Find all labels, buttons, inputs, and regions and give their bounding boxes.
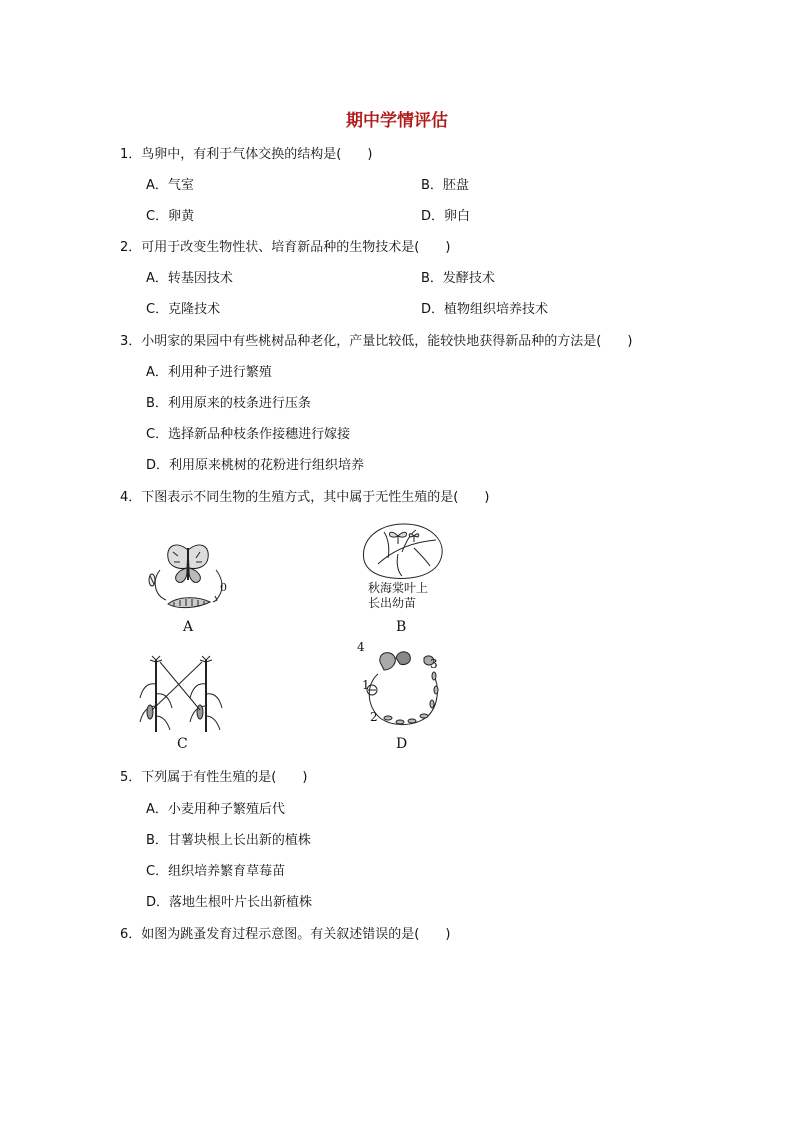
- question-3-stem: 3．小明家的果园中有些桃树品种老化，产量比较低，能较快地获得新品种的方法是( ): [120, 334, 633, 349]
- question-2-option-b: B．发酵技术: [421, 271, 495, 286]
- question-3-option-c: C．选择新品种枝条作接穗进行嫁接: [146, 427, 351, 442]
- question-5-option-c: C．组织培养繁育草莓苗: [146, 864, 286, 879]
- corn-plant-right-icon: [190, 656, 222, 732]
- cycle-arrow-left: [155, 570, 166, 600]
- figure-a-stage-number: 0: [220, 581, 227, 594]
- corn-pollination-figure: [136, 654, 226, 734]
- question-2-option-c: C．克隆技术: [146, 302, 221, 317]
- tadpole-icons: [384, 672, 438, 724]
- figure-d-stage-3: 3: [430, 657, 438, 671]
- question-6-stem: 6．如图为跳蚤发育过程示意图。有关叙述错误的是( ): [120, 927, 451, 942]
- figure-d-stage-2: 2: [370, 710, 378, 724]
- butterfly-life-cycle-figure: [138, 540, 238, 615]
- figure-c-label: C: [177, 736, 188, 752]
- question-1-option-d: D．卵白: [421, 209, 471, 224]
- question-2-option-a: A．转基因技术: [146, 271, 233, 286]
- figure-b-caption-line2: 长出幼苗: [368, 596, 417, 610]
- egg-icon: [149, 574, 155, 586]
- page-title: 期中学情评估: [346, 111, 448, 131]
- question-1-option-c: C．卵黄: [146, 209, 195, 224]
- question-2-option-d: D．植物组织培养技术: [421, 302, 549, 317]
- frog-adult-icon: [380, 652, 411, 670]
- seedling-icon: [389, 532, 418, 544]
- corn-plant-left-icon: [140, 656, 172, 732]
- question-3-option-a: A．利用种子进行繁殖: [146, 365, 272, 380]
- figure-a-label: A: [183, 619, 194, 635]
- question-5-option-d: D．落地生根叶片长出新植株: [146, 895, 313, 910]
- caterpillar-icon: [168, 598, 210, 608]
- question-5-option-a: A．小麦用种子繁殖后代: [146, 802, 285, 817]
- question-1-option-b: B．胚盘: [421, 178, 469, 193]
- begonia-leaf-figure: [358, 520, 448, 582]
- question-1-stem: 1．鸟卵中，有利于气体交换的结构是( ): [120, 147, 373, 162]
- question-5-stem: 5．下列属于有性生殖的是( ): [120, 770, 308, 785]
- question-1-option-a: A．气室: [146, 178, 194, 193]
- butterfly-icon: [168, 545, 209, 582]
- figure-b-caption-line1: 秋海棠叶上: [368, 581, 429, 595]
- question-2-stem: 2．可用于改变生物性状、培育新品种的生物技术是( ): [120, 240, 451, 255]
- figure-d-label: D: [396, 736, 408, 752]
- question-4-stem: 4．下图表示不同生物的生殖方式，其中属于无性生殖的是( ): [120, 490, 490, 505]
- question-5-option-b: B．甘薯块根上长出新的植株: [146, 833, 311, 848]
- question-3-option-d: D．利用原来桃树的花粉进行组织培养: [146, 458, 365, 473]
- question-3-option-b: B．利用原来的枝条进行压条: [146, 396, 311, 411]
- figure-b-label: B: [396, 619, 407, 635]
- figure-d-stage-4: 4: [357, 640, 365, 654]
- figure-d-stage-1: 1: [362, 678, 370, 692]
